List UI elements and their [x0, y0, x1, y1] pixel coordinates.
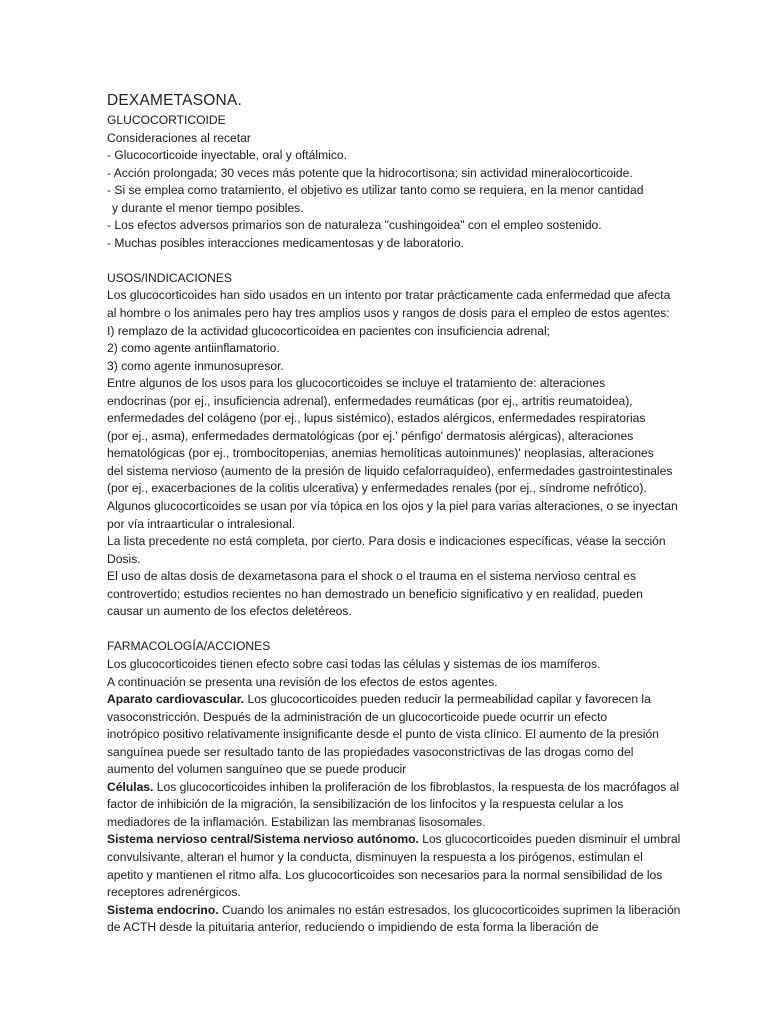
- considerations-line: - Si se emplea como tratamiento, el objetivo es utilizar tanto como se requiera, en la menor cantidad: [107, 183, 644, 198]
- endocrine-system-heading: Sistema endocrino.: [107, 902, 219, 917]
- paragraph-gap: [107, 252, 707, 270]
- cells-paragraph-first-line: [107, 779, 707, 797]
- uses-line: La lista precedente no está completa, por cierto. Para dosis e indicaciones específicas, véase la sección: [107, 534, 666, 549]
- cardiovascular-heading: Aparato cardiovascular.: [107, 692, 245, 707]
- endocrine-system-text: Cuando los animales no están estresados, los glucocorticoides suprimen la liberación: [218, 902, 681, 917]
- endocrine-paragraph-first-line: [107, 902, 707, 920]
- uses-line: (por ej., asma), enfermedades dermatológicas (por ej.' pénfigo' dermatosis alérgicas), alteraciones: [107, 428, 634, 443]
- cardiovascular-paragraph-first-line: [107, 691, 707, 709]
- cardiovascular-line: sanguínea puede ser resultado tanto de las propiedades vasoconstrictivas de las drogas como del: [107, 744, 634, 759]
- nervous-system-line: convulsivante, alteran el humor y la conducta, disminuyen la respuesta a los pirógenos, estimulan el: [107, 849, 643, 864]
- uses-line: Los glucocorticoides han sido usados en un intento por tratar prácticamente cada enfermedad que afecta: [107, 288, 671, 303]
- cells-text: Los glucocorticoides inhiben la proliferación de los fibroblastos, la respuesta de los macrófagos al: [153, 779, 680, 794]
- pharmacology-heading: FARMACOLOGÍA/ACCIONES: [107, 639, 271, 654]
- considerations-line: - Muchas posibles interacciones medicamentosas y de laboratorio.: [107, 235, 464, 250]
- uses-line: I) remplazo de la actividad glucocorticoidea en pacientes con insuficiencia adrenal;: [107, 323, 551, 338]
- nervous-system-line: receptores adrenérgicos.: [107, 885, 241, 900]
- cardiovascular-text: Los glucocorticoides pueden reducir la permeabilidad capilar y favorecen la: [244, 692, 651, 707]
- uses-line: Entre algunos de los usos para los glucocorticoides se incluye el tratamiento de: alteraciones: [107, 376, 606, 391]
- uses-line: por vía intraarticular o intralesional.: [107, 516, 296, 531]
- considerations-heading: Consideraciones al recetar: [107, 130, 251, 145]
- uses-line: (por ej., exacerbaciones de la colitis ulcerativa) y enfermedades renales (por ej., síndrome nefrótico).: [107, 481, 647, 496]
- uses-line: endocrinas (por ej., insuficiencia adrenal), enfermedades reumáticas (por ej., artritis reumatoidea),: [107, 393, 633, 408]
- considerations-line: - Glucocorticoide inyectable, oral y oftálmico.: [107, 148, 347, 163]
- uses-line: Algunos glucocorticoides se usan por vía tópica en los ojos y la piel para varias alteraciones, o se inyectan: [107, 499, 678, 514]
- document-title: DEXAMETASONA.: [107, 92, 242, 109]
- uses-line: del sistema nervioso (aumento de la presión de liquido cefalorraquídeo), enfermedades gastrointestinales: [107, 463, 673, 478]
- considerations-line: y durante el menor tiempo posibles.: [112, 200, 304, 215]
- paragraph-gap: [107, 621, 707, 639]
- uses-line: al hombre o los animales pero hay tres amplios usos y rangos de dosis para el empleo de estos agentes:: [107, 306, 670, 321]
- cardiovascular-line: aumento del volumen sanguíneo que se puede producir: [107, 762, 407, 777]
- considerations-line: - Acción prolongada; 30 veces más potente que la hidrocortisona; sin actividad mineralocorticoide.: [107, 165, 633, 180]
- cardiovascular-line: vasoconstricción. Después de la administración de un glucocorticoide puede ocurrir un efecto: [107, 709, 608, 724]
- cardiovascular-line: inotrópico positivo relativamente insignificante desde el punto de vista clínico. El aumento de la presión: [107, 727, 659, 742]
- uses-line: causar un aumento de los efectos deletéreos.: [107, 604, 352, 619]
- uses-line: hematológicas (por ej., trombocitopenias, anemias hemolíticas autoinmunes)' neoplasias, alteraciones: [107, 446, 654, 461]
- nervous-paragraph-first-line: [107, 831, 707, 849]
- cells-heading: Células.: [107, 779, 154, 794]
- uses-line: Dosis.: [107, 551, 141, 566]
- uses-heading: USOS/INDICACIONES: [107, 270, 232, 285]
- cells-line: factor de inhibición de la migración, la sensibilización de los linfocitos y la respuesta celular a los: [107, 797, 624, 812]
- uses-line: enfermedades del colágeno (por ej., lupus sistémico), estados alérgicos, enfermedades respiratorias: [107, 411, 646, 426]
- pharmacology-intro-line: Los glucocorticoides tienen efecto sobre casi todas las células y sistemas de ios mamíferos.: [107, 656, 601, 671]
- document-body: [107, 90, 707, 937]
- document-subtitle: GLUCOCORTICOIDE: [107, 113, 226, 127]
- nervous-system-text: Los glucocorticoides pueden disminuir el umbral: [418, 832, 681, 847]
- uses-line: 3) como agente inmunosupresor.: [107, 358, 284, 373]
- uses-line: 2) como agente antiinflamatorio.: [107, 341, 280, 356]
- pharmacology-intro-line: A continuación se presenta una revisión de los efectos de estos agentes.: [107, 674, 498, 689]
- considerations-line: - Los efectos adversos primarios son de naturaleza "cushingoidea" con el empleo sostenido.: [107, 218, 602, 233]
- uses-line: El uso de altas dosis de dexametasona para el shock o el trauma en el sistema nervioso central es: [107, 569, 637, 584]
- cells-line: mediadores de la inflamación. Estabilizan las membranas lisosomales.: [107, 814, 486, 829]
- nervous-system-heading: Sistema nervioso central/Sistema nervioso autónomo.: [107, 832, 419, 847]
- uses-line: controvertido; estudios recientes no han demostrado un beneficio significativo y en realidad, pueden: [107, 586, 643, 601]
- endocrine-system-line: de ACTH desde la pituitaria anterior, reduciendo o impidiendo de esta forma la liberación de: [107, 920, 599, 935]
- nervous-system-line: apetito y mantienen el ritmo alfa. Los glucocorticoides son necesarios para la normal sensibilidad de los: [107, 867, 663, 882]
